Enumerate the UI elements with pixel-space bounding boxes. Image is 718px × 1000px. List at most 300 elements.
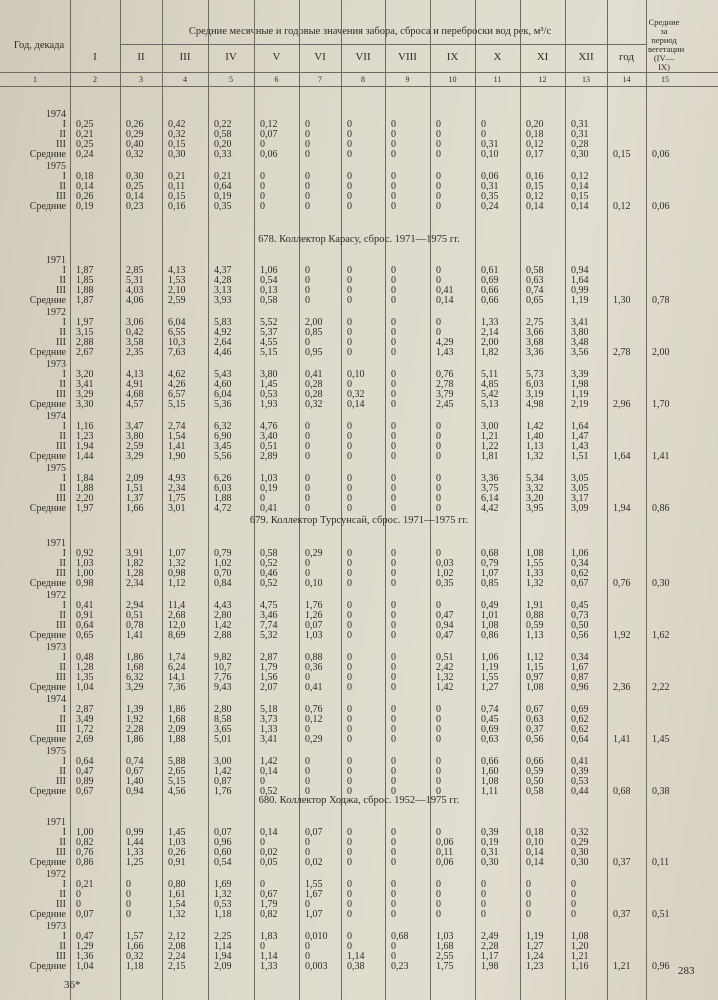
table-cell: 0 — [391, 847, 396, 859]
table-cell: 2,74 — [168, 421, 186, 433]
row-label: II — [59, 379, 66, 391]
table-cell: 3,19 — [526, 389, 544, 401]
table-cell: 0,63 — [481, 734, 499, 746]
table-cell: 0 — [436, 704, 441, 716]
year-label: 1975 — [46, 746, 66, 758]
section-title: 680. Коллектор Ходжа, сброс. 1952—1975 гг. — [258, 795, 460, 806]
table-cell: 0 — [347, 600, 352, 612]
table-cell: 0,14 — [526, 847, 544, 859]
row-label: III — [56, 899, 66, 911]
table-cell: 1,14 — [347, 951, 365, 963]
table-cell: 2,15 — [168, 961, 186, 973]
table-cell: 0,94 — [126, 786, 144, 798]
table-cell: 1,42 — [436, 682, 454, 694]
table-cell: 0,45 — [571, 600, 589, 612]
row-label: I — [62, 473, 66, 485]
table-cell: 0 — [391, 630, 396, 642]
table-cell: 0,84 — [214, 578, 232, 590]
table-cell: 0 — [391, 786, 396, 798]
month-header-VII: VII — [355, 51, 371, 63]
table-cell: 5,15 — [168, 776, 186, 788]
table-cell: 2,25 — [214, 931, 232, 943]
table-cell: 1,39 — [126, 704, 144, 716]
table-cell: 3,49 — [76, 714, 94, 726]
table-cell: 0 — [347, 620, 352, 632]
table-cell: 0 — [347, 766, 352, 778]
table-cell: 0,03 — [436, 558, 454, 570]
table-cell: 0 — [347, 171, 352, 183]
table-cell: 0,16 — [526, 171, 544, 183]
table-cell: 0,52 — [260, 578, 278, 590]
table-cell: 5,34 — [526, 473, 544, 485]
table-cell: 4,62 — [168, 369, 186, 381]
month-header-VI: VI — [314, 51, 326, 63]
table-cell: 1,03 — [168, 837, 186, 849]
table-cell: 0,41 — [571, 756, 589, 768]
table-cell: 2,96 — [613, 399, 631, 411]
table-cell: 3,20 — [526, 493, 544, 505]
table-cell: 2,67 — [76, 347, 94, 359]
table-cell: 4,55 — [260, 337, 278, 349]
table-cell: 0,96 — [571, 682, 589, 694]
table-cell: 0,58 — [260, 548, 278, 560]
row-label: III — [56, 568, 66, 580]
row-label: I — [62, 421, 66, 433]
table-cell: 0 — [260, 837, 265, 849]
table-cell: 1,28 — [126, 568, 144, 580]
table-cell: 1,41 — [168, 441, 186, 453]
table-cell: 0,24 — [481, 201, 499, 213]
table-cell: 1,94 — [214, 951, 232, 963]
table-cell: 1,33 — [126, 847, 144, 859]
signature-mark: 36* — [64, 979, 81, 991]
table-cell: 0,69 — [481, 275, 499, 287]
table-cell: 0 — [305, 191, 310, 203]
table-cell: 2,09 — [168, 724, 186, 736]
table-cell: 0 — [391, 610, 396, 622]
table-cell: 1,75 — [168, 493, 186, 505]
table-cell: 0 — [347, 889, 352, 901]
table-cell: 0,47 — [76, 766, 94, 778]
table-cell: 0 — [305, 119, 310, 131]
table-cell: 0,32 — [168, 129, 186, 141]
table-cell: 0 — [347, 704, 352, 716]
table-cell: 0 — [436, 756, 441, 768]
table-cell: 0 — [391, 119, 396, 131]
table-cell: 1,20 — [571, 941, 589, 953]
table-cell: 1,29 — [76, 941, 94, 953]
table-cell: 0,62 — [571, 714, 589, 726]
month-header-III: III — [179, 51, 191, 63]
table-cell: 1,93 — [260, 399, 278, 411]
table-cell: 6,04 — [168, 317, 186, 329]
row-label: Средние — [29, 786, 66, 798]
table-cell: 3,20 — [76, 369, 94, 381]
table-cell: 0,14 — [126, 191, 144, 203]
row-label: III — [56, 493, 66, 505]
table-cell: 5,18 — [260, 704, 278, 716]
column-rule — [646, 0, 647, 1000]
table-cell: 0,30 — [481, 857, 499, 869]
table-cell: 0,07 — [76, 909, 94, 921]
table-cell: 0,28 — [305, 379, 323, 391]
table-cell: 2,09 — [126, 473, 144, 485]
table-cell: 0 — [391, 548, 396, 560]
table-cell: 0,88 — [526, 610, 544, 622]
column-number: 5 — [229, 75, 233, 84]
table-cell: 0,10 — [305, 578, 323, 590]
table-cell: 0 — [305, 776, 310, 788]
table-cell: 0,30 — [168, 149, 186, 161]
page-number: 283 — [678, 965, 695, 977]
table-cell: 1,08 — [526, 548, 544, 560]
table-cell: 0 — [347, 714, 352, 726]
table-cell: 2,20 — [76, 493, 94, 505]
table-cell: 4,43 — [214, 600, 232, 612]
table-cell: 2,68 — [168, 610, 186, 622]
table-cell: 0,69 — [481, 724, 499, 736]
table-cell: 0 — [260, 879, 265, 891]
table-cell: 1,04 — [76, 682, 94, 694]
table-cell: 1,98 — [481, 961, 499, 973]
table-cell: 2,87 — [260, 652, 278, 664]
table-cell: 0 — [347, 578, 352, 590]
table-cell: 0,53 — [214, 899, 232, 911]
row-label: II — [59, 714, 66, 726]
table-cell: 7,63 — [168, 347, 186, 359]
column-rule — [430, 0, 431, 1000]
column-number: 4 — [183, 75, 187, 84]
table-cell: 0,11 — [168, 181, 186, 193]
table-cell: 1,45 — [168, 827, 186, 839]
row-label: III — [56, 139, 66, 151]
row-label: III — [56, 672, 66, 684]
table-cell: 0,15 — [613, 149, 631, 161]
row-label: I — [62, 879, 66, 891]
column-rule — [520, 0, 521, 1000]
table-cell: 1,00 — [76, 568, 94, 580]
year-label: 1971 — [46, 538, 66, 549]
table-cell: 3,95 — [526, 503, 544, 515]
table-cell: 0 — [436, 431, 441, 443]
table-cell: 0 — [481, 899, 486, 911]
table-cell: 3,00 — [214, 756, 232, 768]
table-cell: 2,65 — [168, 766, 186, 778]
table-cell: 1,17 — [481, 951, 499, 963]
table-cell: 2,85 — [126, 265, 144, 277]
table-cell: 0,37 — [613, 909, 631, 921]
table-cell: 0 — [305, 766, 310, 778]
month-header-IX: IX — [446, 51, 459, 63]
column-rule — [70, 0, 71, 1000]
table-cell: 0 — [436, 548, 441, 560]
table-cell: 0 — [76, 899, 81, 911]
table-cell: 1,03 — [305, 630, 323, 642]
table-cell: 1,97 — [76, 503, 94, 515]
table-cell: 2,88 — [214, 630, 232, 642]
table-cell: 0 — [481, 119, 486, 131]
table-cell: 0 — [436, 600, 441, 612]
table-cell: 0,05 — [260, 857, 278, 869]
table-cell: 0 — [305, 265, 310, 277]
table-cell: 0 — [391, 451, 396, 463]
table-cell: 0 — [436, 191, 441, 203]
table-cell: 1,13 — [526, 630, 544, 642]
table-cell: 0,64 — [214, 181, 232, 193]
table-cell: 0,10 — [481, 149, 499, 161]
table-cell: 0,45 — [481, 714, 499, 726]
table-cell: 5,15 — [260, 347, 278, 359]
table-cell: 0 — [305, 473, 310, 485]
table-cell: 1,18 — [214, 909, 232, 921]
table-cell: 1,82 — [481, 347, 499, 359]
table-cell: 0 — [391, 756, 396, 768]
table-cell: 0 — [347, 682, 352, 694]
table-cell: 0 — [391, 766, 396, 778]
table-cell: 0 — [260, 139, 265, 151]
table-cell: 5,52 — [260, 317, 278, 329]
table-cell: 0,73 — [571, 610, 589, 622]
month-header-IV: IV — [225, 51, 237, 63]
table-cell: 1,54 — [168, 899, 186, 911]
table-cell: 4,56 — [168, 786, 186, 798]
table-cell: 0 — [481, 889, 486, 901]
table-cell: 2,28 — [126, 724, 144, 736]
table-cell: 4,46 — [214, 347, 232, 359]
table-cell: 0 — [260, 181, 265, 193]
month-header-I: I — [93, 51, 97, 63]
table-cell: 0,51 — [126, 610, 144, 622]
table-cell: 0,53 — [260, 389, 278, 401]
table-cell: 0 — [126, 899, 131, 911]
table-cell: 1,27 — [481, 682, 499, 694]
table-cell: 1,88 — [76, 285, 94, 297]
table-cell: 1,30 — [613, 295, 631, 307]
table-cell: 0 — [436, 909, 441, 921]
table-cell: 0,20 — [526, 119, 544, 131]
row-label: II — [59, 129, 66, 141]
table-cell: 5,37 — [260, 327, 278, 339]
row-rule — [0, 86, 718, 87]
table-cell: 0 — [391, 672, 396, 684]
table-cell: 0,63 — [526, 714, 544, 726]
table-cell: 1,02 — [214, 558, 232, 570]
row-label: I — [62, 756, 66, 768]
table-cell: 0 — [391, 389, 396, 401]
table-cell: 4,93 — [168, 473, 186, 485]
table-cell: 0,91 — [76, 610, 94, 622]
table-cell: 1,03 — [260, 473, 278, 485]
table-cell: 8,69 — [168, 630, 186, 642]
table-cell: 5,73 — [526, 369, 544, 381]
table-cell: 0 — [260, 201, 265, 213]
column-rule — [385, 0, 386, 1000]
table-cell: 0 — [347, 899, 352, 911]
table-cell: 2,80 — [214, 704, 232, 716]
table-cell: 14,1 — [168, 672, 186, 684]
table-cell: 2,59 — [168, 295, 186, 307]
table-cell: 3,00 — [481, 421, 499, 433]
table-cell: 0 — [436, 421, 441, 433]
table-cell: 0 — [347, 724, 352, 736]
table-cell: 0,41 — [305, 369, 323, 381]
corner-header: Год, декада — [13, 40, 65, 51]
table-cell: 0 — [436, 139, 441, 151]
table-cell: 0 — [347, 149, 352, 161]
table-cell: 1,87 — [76, 295, 94, 307]
table-cell: 6,57 — [168, 389, 186, 401]
table-cell: 0 — [571, 879, 576, 891]
table-cell: 0,07 — [214, 827, 232, 839]
table-cell: 0,30 — [571, 847, 589, 859]
table-cell: 0 — [436, 889, 441, 901]
table-cell: 1,67 — [305, 889, 323, 901]
table-cell: 1,68 — [168, 714, 186, 726]
table-cell: 6,14 — [481, 493, 499, 505]
table-cell: 2,89 — [260, 451, 278, 463]
table-cell: 0,21 — [168, 171, 186, 183]
table-cell: 0 — [391, 493, 396, 505]
table-cell: 0,10 — [526, 837, 544, 849]
table-cell: 0 — [347, 139, 352, 151]
table-cell: 0,37 — [613, 857, 631, 869]
table-cell: 0,58 — [214, 129, 232, 141]
month-header-X: X — [493, 51, 502, 63]
table-cell: 0,46 — [260, 568, 278, 580]
table-cell: 1,44 — [126, 837, 144, 849]
table-cell: 0 — [305, 149, 310, 161]
table-cell: 0,50 — [571, 620, 589, 632]
table-cell: 0 — [305, 139, 310, 151]
column-rule — [565, 0, 566, 1000]
table-cell: 0,66 — [481, 295, 499, 307]
row-label: III — [56, 620, 66, 632]
row-label: II — [59, 889, 66, 901]
table-cell: 3,29 — [126, 451, 144, 463]
table-cell: 7,36 — [168, 682, 186, 694]
table-cell: 0 — [305, 483, 310, 495]
table-cell: 1,36 — [76, 951, 94, 963]
table-cell: 1,44 — [76, 451, 94, 463]
table-cell: 1,55 — [526, 558, 544, 570]
table-cell: 1,60 — [481, 766, 499, 778]
table-cell: 3,45 — [214, 441, 232, 453]
table-cell: 0,52 — [260, 558, 278, 570]
table-cell: 0,35 — [436, 578, 454, 590]
table-cell: 0 — [305, 441, 310, 453]
table-cell: 4,60 — [214, 379, 232, 391]
table-cell: 0,19 — [76, 201, 94, 213]
table-cell: 0 — [391, 600, 396, 612]
table-cell: 0,32 — [571, 827, 589, 839]
table-cell: 0 — [436, 776, 441, 788]
column-rule — [254, 0, 255, 1000]
table-cell: 0 — [391, 734, 396, 746]
table-cell: 0,66 — [481, 756, 499, 768]
table-cell: 2,69 — [76, 734, 94, 746]
table-cell: 0,12 — [260, 119, 278, 131]
table-cell: 1,32 — [214, 889, 232, 901]
row-label: II — [59, 483, 66, 495]
table-cell: 0,31 — [481, 847, 499, 859]
table-cell: 0 — [347, 672, 352, 684]
table-cell: 0 — [347, 441, 352, 453]
table-cell: 0 — [436, 493, 441, 505]
table-cell: 2,78 — [436, 379, 454, 391]
year-label: 1972 — [46, 869, 66, 880]
table-cell: 0,15 — [168, 139, 186, 151]
column-number: 10 — [448, 75, 457, 84]
table-cell: 0,26 — [76, 191, 94, 203]
table-cell: 0 — [76, 889, 81, 901]
table-cell: 5,42 — [481, 389, 499, 401]
table-cell: 0 — [305, 295, 310, 307]
table-cell: 4,13 — [168, 265, 186, 277]
table-cell: 3,40 — [260, 431, 278, 443]
table-cell: 0 — [436, 827, 441, 839]
table-cell: 0 — [436, 327, 441, 339]
table-cell: 0 — [391, 503, 396, 515]
table-cell: 0 — [347, 337, 352, 349]
table-cell: 3,48 — [571, 337, 589, 349]
table-cell: 1,88 — [214, 493, 232, 505]
row-label: I — [62, 171, 66, 183]
column-number: 6 — [274, 75, 279, 84]
table-cell: 0,62 — [571, 724, 589, 736]
table-cell: 0,85 — [481, 578, 499, 590]
table-cell: 0,12 — [571, 171, 589, 183]
table-cell: 1,45 — [260, 379, 278, 391]
table-cell: 0 — [347, 610, 352, 622]
table-cell: 0,19 — [214, 191, 232, 203]
table-cell: 1,40 — [526, 431, 544, 443]
table-cell: 0,41 — [76, 600, 94, 612]
table-cell: 0 — [305, 503, 310, 515]
table-cell: 10,7 — [214, 662, 232, 674]
table-cell: 0,96 — [214, 837, 232, 849]
table-cell: 1,12 — [526, 652, 544, 664]
table-cell: 5,11 — [481, 369, 499, 381]
table-cell: 1,42 — [214, 766, 232, 778]
table-cell: 0,51 — [652, 909, 670, 921]
table-cell: 1,45 — [652, 734, 670, 746]
table-cell: 1,88 — [168, 734, 186, 746]
table-cell: 0 — [436, 766, 441, 778]
table-cell: 0 — [571, 889, 576, 901]
table-cell: 0,95 — [305, 347, 323, 359]
table-cell: 0,65 — [526, 295, 544, 307]
row-label: II — [59, 431, 66, 443]
column-number: 11 — [493, 75, 502, 84]
table-cell: 2,55 — [436, 951, 454, 963]
column-number: 15 — [661, 75, 669, 84]
table-cell: 0 — [126, 909, 131, 921]
table-cell: 1,18 — [126, 961, 144, 973]
table-cell: 0,30 — [126, 171, 144, 183]
table-cell: 0,33 — [214, 149, 232, 161]
table-cell: 0,29 — [305, 548, 323, 560]
table-cell: 3,39 — [571, 369, 589, 381]
table-cell: 4,13 — [126, 369, 144, 381]
table-cell: 0,14 — [260, 766, 278, 778]
year-label: 1974 — [46, 411, 66, 423]
table-cell: 1,68 — [126, 662, 144, 674]
table-cell: 0,29 — [305, 734, 323, 746]
table-cell: 1,47 — [571, 431, 589, 443]
table-cell: 0,14 — [347, 399, 365, 411]
table-cell: 2,64 — [214, 337, 232, 349]
table-cell: 0 — [305, 951, 310, 963]
